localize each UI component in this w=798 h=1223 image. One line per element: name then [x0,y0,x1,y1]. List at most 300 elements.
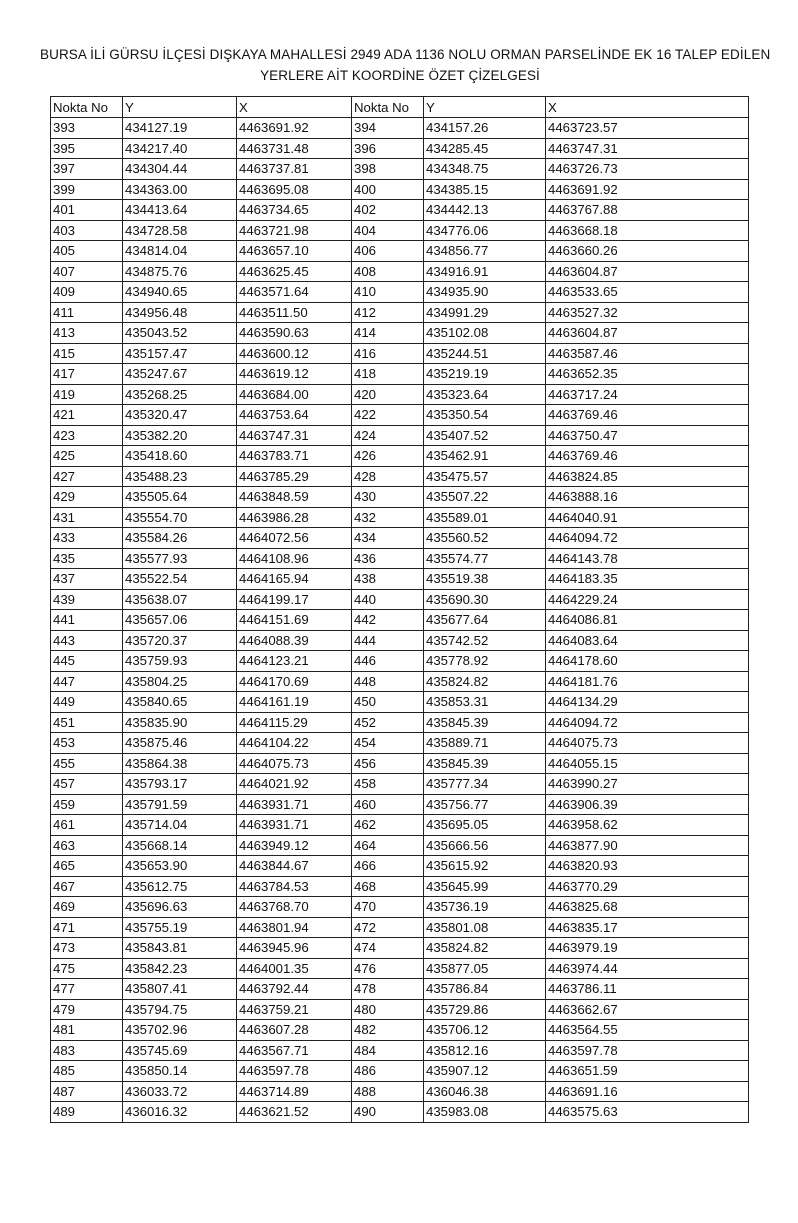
nokta-no-cell: 406 [352,241,424,262]
y-cell: 435791.59 [123,794,237,815]
y-cell: 435824.82 [424,671,546,692]
nokta-no-cell: 435 [51,548,123,569]
x-cell: 4463785.29 [237,466,352,487]
nokta-no-cell: 451 [51,712,123,733]
table-row [51,897,749,918]
nokta-no-cell: 461 [51,815,123,836]
x-cell: 4463717.24 [546,384,749,405]
nokta-no-cell: 476 [352,958,424,979]
x-cell: 4463770.29 [546,876,749,897]
y-cell: 435889.71 [424,733,546,754]
y-cell: 435462.91 [424,446,546,467]
y-cell: 434991.29 [424,302,546,323]
x-cell: 4464055.15 [546,753,749,774]
y-cell: 435801.08 [424,917,546,938]
y-cell: 435756.77 [424,794,546,815]
y-cell: 435786.84 [424,979,546,1000]
nokta-no-cell: 431 [51,507,123,528]
nokta-no-cell: 442 [352,610,424,631]
x-cell: 4463824.85 [546,466,749,487]
nokta-no-cell: 393 [51,118,123,139]
x-cell: 4463668.18 [546,220,749,241]
x-cell: 4463721.98 [237,220,352,241]
x-cell: 4463567.71 [237,1040,352,1061]
y-cell: 435907.12 [424,1061,546,1082]
x-cell: 4463825.68 [546,897,749,918]
table-row [51,589,749,610]
nokta-no-cell: 472 [352,917,424,938]
nokta-no-cell: 466 [352,856,424,877]
x-cell: 4463801.94 [237,917,352,938]
x-cell: 4464165.94 [237,569,352,590]
table-row [51,118,749,139]
x-cell: 4463747.31 [546,138,749,159]
y-cell: 434935.90 [424,282,546,303]
table-row [51,200,749,221]
nokta-no-cell: 486 [352,1061,424,1082]
y-cell: 435219.19 [424,364,546,385]
y-cell: 435778.92 [424,651,546,672]
x-cell: 4463737.81 [237,159,352,180]
table-row [51,630,749,651]
y-cell: 435574.77 [424,548,546,569]
x-cell: 4463511.50 [237,302,352,323]
y-cell: 436033.72 [123,1081,237,1102]
table-row [51,979,749,1000]
table-row [51,282,749,303]
x-cell: 4464161.19 [237,692,352,713]
nokta-no-cell: 453 [51,733,123,754]
header-nokta-no-1: Nokta No [51,97,123,118]
x-cell: 4463945.96 [237,938,352,959]
table-row [51,712,749,733]
x-cell: 4464086.81 [546,610,749,631]
nokta-no-cell: 418 [352,364,424,385]
x-cell: 4463714.89 [237,1081,352,1102]
nokta-no-cell: 415 [51,343,123,364]
y-cell: 434814.04 [123,241,237,262]
x-cell: 4463990.27 [546,774,749,795]
y-cell: 434776.06 [424,220,546,241]
nokta-no-cell: 490 [352,1102,424,1123]
nokta-no-cell: 480 [352,999,424,1020]
y-cell: 434916.91 [424,261,546,282]
y-cell: 435864.38 [123,753,237,774]
y-cell: 435742.52 [424,630,546,651]
nokta-no-cell: 408 [352,261,424,282]
table-row [51,220,749,241]
x-cell: 4464021.92 [237,774,352,795]
y-cell: 434413.64 [123,200,237,221]
x-cell: 4464170.69 [237,671,352,692]
y-cell: 435842.23 [123,958,237,979]
y-cell: 435407.52 [424,425,546,446]
y-cell: 435696.63 [123,897,237,918]
nokta-no-cell: 398 [352,159,424,180]
x-cell: 4464104.22 [237,733,352,754]
nokta-no-cell: 414 [352,323,424,344]
nokta-no-cell: 481 [51,1020,123,1041]
x-cell: 4463958.62 [546,815,749,836]
table-row [51,815,749,836]
nokta-no-cell: 441 [51,610,123,631]
x-cell: 4463695.08 [237,179,352,200]
table-header-row [51,97,749,118]
nokta-no-cell: 433 [51,528,123,549]
nokta-no-cell: 487 [51,1081,123,1102]
document-title [40,44,771,86]
nokta-no-cell: 395 [51,138,123,159]
y-cell: 435323.64 [424,384,546,405]
x-cell: 4463931.71 [237,794,352,815]
y-cell: 435247.67 [123,364,237,385]
x-cell: 4463844.67 [237,856,352,877]
table-body [51,118,749,1123]
x-cell: 4464229.24 [546,589,749,610]
y-cell: 434875.76 [123,261,237,282]
y-cell: 434956.48 [123,302,237,323]
table-row [51,1081,749,1102]
table-row [51,446,749,467]
y-cell: 435706.12 [424,1020,546,1041]
nokta-no-cell: 484 [352,1040,424,1061]
header-y-1: Y [123,97,237,118]
y-cell: 435584.26 [123,528,237,549]
x-cell: 4464181.76 [546,671,749,692]
x-cell: 4463597.78 [237,1061,352,1082]
x-cell: 4464151.69 [237,610,352,631]
table-row [51,569,749,590]
y-cell: 434304.44 [123,159,237,180]
nokta-no-cell: 437 [51,569,123,590]
y-cell: 435043.52 [123,323,237,344]
table-row [51,323,749,344]
x-cell: 4463657.10 [237,241,352,262]
nokta-no-cell: 459 [51,794,123,815]
y-cell: 435777.34 [424,774,546,795]
nokta-no-cell: 464 [352,835,424,856]
y-cell: 435657.06 [123,610,237,631]
table-row [51,610,749,631]
nokta-no-cell: 399 [51,179,123,200]
x-cell: 4463684.00 [237,384,352,405]
y-cell: 434385.15 [424,179,546,200]
table-row [51,528,749,549]
x-cell: 4464134.29 [546,692,749,713]
x-cell: 4464094.72 [546,712,749,733]
nokta-no-cell: 427 [51,466,123,487]
y-cell: 435589.01 [424,507,546,528]
y-cell: 435755.19 [123,917,237,938]
x-cell: 4463731.48 [237,138,352,159]
x-cell: 4463784.53 [237,876,352,897]
x-cell: 4464040.91 [546,507,749,528]
table-row [51,1102,749,1123]
y-cell: 435653.90 [123,856,237,877]
y-cell: 435843.81 [123,938,237,959]
table-row [51,876,749,897]
x-cell: 4463931.71 [237,815,352,836]
x-cell: 4463877.90 [546,835,749,856]
table-row [51,302,749,323]
y-cell: 434127.19 [123,118,237,139]
nokta-no-cell: 430 [352,487,424,508]
y-cell: 435638.07 [123,589,237,610]
nokta-no-cell: 445 [51,651,123,672]
nokta-no-cell: 409 [51,282,123,303]
x-cell: 4463621.52 [237,1102,352,1123]
x-cell: 4463587.46 [546,343,749,364]
x-cell: 4464199.17 [237,589,352,610]
y-cell: 435736.19 [424,897,546,918]
x-cell: 4463691.92 [237,118,352,139]
table-row [51,487,749,508]
x-cell: 4463974.44 [546,958,749,979]
y-cell: 434940.65 [123,282,237,303]
x-cell: 4464123.21 [237,651,352,672]
nokta-no-cell: 467 [51,876,123,897]
y-cell: 435812.16 [424,1040,546,1061]
x-cell: 4463820.93 [546,856,749,877]
header-x-2: X [546,97,749,118]
nokta-no-cell: 423 [51,425,123,446]
nokta-no-cell: 483 [51,1040,123,1061]
y-cell: 435877.05 [424,958,546,979]
y-cell: 435350.54 [424,405,546,426]
nokta-no-cell: 396 [352,138,424,159]
y-cell: 435720.37 [123,630,237,651]
table-row [51,1061,749,1082]
header-nokta-no-2: Nokta No [352,97,424,118]
table-row [51,692,749,713]
nokta-no-cell: 457 [51,774,123,795]
nokta-no-cell: 417 [51,364,123,385]
y-cell: 435666.56 [424,835,546,856]
nokta-no-cell: 436 [352,548,424,569]
x-cell: 4463769.46 [546,446,749,467]
x-cell: 4463607.28 [237,1020,352,1041]
nokta-no-cell: 458 [352,774,424,795]
x-cell: 4463949.12 [237,835,352,856]
nokta-no-cell: 403 [51,220,123,241]
y-cell: 435983.08 [424,1102,546,1123]
nokta-no-cell: 400 [352,179,424,200]
nokta-no-cell: 485 [51,1061,123,1082]
x-cell: 4464115.29 [237,712,352,733]
nokta-no-cell: 425 [51,446,123,467]
x-cell: 4463734.65 [237,200,352,221]
nokta-no-cell: 444 [352,630,424,651]
x-cell: 4463747.31 [237,425,352,446]
y-cell: 435554.70 [123,507,237,528]
y-cell: 435845.39 [424,753,546,774]
nokta-no-cell: 405 [51,241,123,262]
nokta-no-cell: 394 [352,118,424,139]
nokta-no-cell: 477 [51,979,123,1000]
y-cell: 435853.31 [424,692,546,713]
y-cell: 435845.39 [424,712,546,733]
nokta-no-cell: 475 [51,958,123,979]
x-cell: 4463888.16 [546,487,749,508]
y-cell: 435794.75 [123,999,237,1020]
y-cell: 436046.38 [424,1081,546,1102]
nokta-no-cell: 473 [51,938,123,959]
nokta-no-cell: 416 [352,343,424,364]
x-cell: 4464083.64 [546,630,749,651]
y-cell: 435695.05 [424,815,546,836]
table-row [51,733,749,754]
x-cell: 4464108.96 [237,548,352,569]
x-cell: 4463651.59 [546,1061,749,1082]
table-row [51,507,749,528]
nokta-no-cell: 471 [51,917,123,938]
x-cell: 4463768.70 [237,897,352,918]
y-cell: 435840.65 [123,692,237,713]
nokta-no-cell: 455 [51,753,123,774]
nokta-no-cell: 434 [352,528,424,549]
table-row [51,179,749,200]
nokta-no-cell: 454 [352,733,424,754]
nokta-no-cell: 449 [51,692,123,713]
nokta-no-cell: 413 [51,323,123,344]
y-cell: 435320.47 [123,405,237,426]
nokta-no-cell: 470 [352,897,424,918]
x-cell: 4463979.19 [546,938,749,959]
table-row [51,159,749,180]
header-y-2: Y [424,97,546,118]
title-line-2: YERLERE AİT KOORDİNE ÖZET ÇİZELGESİ [260,68,540,83]
table-row [51,261,749,282]
y-cell: 434157.26 [424,118,546,139]
x-cell: 4464001.35 [237,958,352,979]
x-cell: 4463848.59 [237,487,352,508]
x-cell: 4463750.47 [546,425,749,446]
nokta-no-cell: 479 [51,999,123,1020]
nokta-no-cell: 424 [352,425,424,446]
x-cell: 4464088.39 [237,630,352,651]
table-row [51,138,749,159]
table-row [51,651,749,672]
nokta-no-cell: 450 [352,692,424,713]
x-cell: 4464178.60 [546,651,749,672]
nokta-no-cell: 456 [352,753,424,774]
x-cell: 4463571.64 [237,282,352,303]
nokta-no-cell: 463 [51,835,123,856]
y-cell: 435690.30 [424,589,546,610]
y-cell: 435835.90 [123,712,237,733]
nokta-no-cell: 440 [352,589,424,610]
table-row [51,405,749,426]
y-cell: 435850.14 [123,1061,237,1082]
y-cell: 435729.86 [424,999,546,1020]
table-row [51,425,749,446]
y-cell: 435488.23 [123,466,237,487]
y-cell: 435522.54 [123,569,237,590]
nokta-no-cell: 412 [352,302,424,323]
x-cell: 4463759.21 [237,999,352,1020]
y-cell: 435560.52 [424,528,546,549]
table-row [51,794,749,815]
y-cell: 435102.08 [424,323,546,344]
table-row [51,917,749,938]
nokta-no-cell: 410 [352,282,424,303]
nokta-no-cell: 460 [352,794,424,815]
x-cell: 4463660.26 [546,241,749,262]
x-cell: 4463575.63 [546,1102,749,1123]
nokta-no-cell: 420 [352,384,424,405]
y-cell: 435645.99 [424,876,546,897]
y-cell: 435418.60 [123,446,237,467]
y-cell: 435677.64 [424,610,546,631]
table-row [51,753,749,774]
nokta-no-cell: 411 [51,302,123,323]
nokta-no-cell: 448 [352,671,424,692]
x-cell: 4463652.35 [546,364,749,385]
y-cell: 435668.14 [123,835,237,856]
nokta-no-cell: 439 [51,589,123,610]
y-cell: 434285.45 [424,138,546,159]
y-cell: 435507.22 [424,487,546,508]
y-cell: 435702.96 [123,1020,237,1041]
y-cell: 434728.58 [123,220,237,241]
header-x-1: X [237,97,352,118]
nokta-no-cell: 468 [352,876,424,897]
x-cell: 4463723.57 [546,118,749,139]
y-cell: 434442.13 [424,200,546,221]
x-cell: 4463769.46 [546,405,749,426]
y-cell: 435759.93 [123,651,237,672]
nokta-no-cell: 446 [352,651,424,672]
table-row [51,548,749,569]
nokta-no-cell: 438 [352,569,424,590]
table-row [51,1020,749,1041]
y-cell: 435577.93 [123,548,237,569]
x-cell: 4463564.55 [546,1020,749,1041]
y-cell: 434348.75 [424,159,546,180]
table-row [51,466,749,487]
x-cell: 4463753.64 [237,405,352,426]
x-cell: 4463604.87 [546,261,749,282]
x-cell: 4463600.12 [237,343,352,364]
x-cell: 4464143.78 [546,548,749,569]
table-row [51,343,749,364]
nokta-no-cell: 426 [352,446,424,467]
y-cell: 435714.04 [123,815,237,836]
y-cell: 435382.20 [123,425,237,446]
y-cell: 434363.00 [123,179,237,200]
nokta-no-cell: 489 [51,1102,123,1123]
x-cell: 4463986.28 [237,507,352,528]
nokta-no-cell: 474 [352,938,424,959]
x-cell: 4463767.88 [546,200,749,221]
x-cell: 4463783.71 [237,446,352,467]
nokta-no-cell: 482 [352,1020,424,1041]
x-cell: 4464183.35 [546,569,749,590]
y-cell: 435519.38 [424,569,546,590]
x-cell: 4463533.65 [546,282,749,303]
table-row [51,241,749,262]
x-cell: 4463786.11 [546,979,749,1000]
title-line-1: BURSA İLİ GÜRSU İLÇESİ DIŞKAYA MAHALLESİ 2949 ADA 1136 NOLU ORMAN PARSELİNDE EK 16 TALEP EDİLEN [40,47,771,62]
nokta-no-cell: 443 [51,630,123,651]
y-cell: 435824.82 [424,938,546,959]
x-cell: 4464075.73 [546,733,749,754]
table-row [51,938,749,959]
x-cell: 4463590.63 [237,323,352,344]
x-cell: 4463691.16 [546,1081,749,1102]
y-cell: 436016.32 [123,1102,237,1123]
y-cell: 435807.41 [123,979,237,1000]
